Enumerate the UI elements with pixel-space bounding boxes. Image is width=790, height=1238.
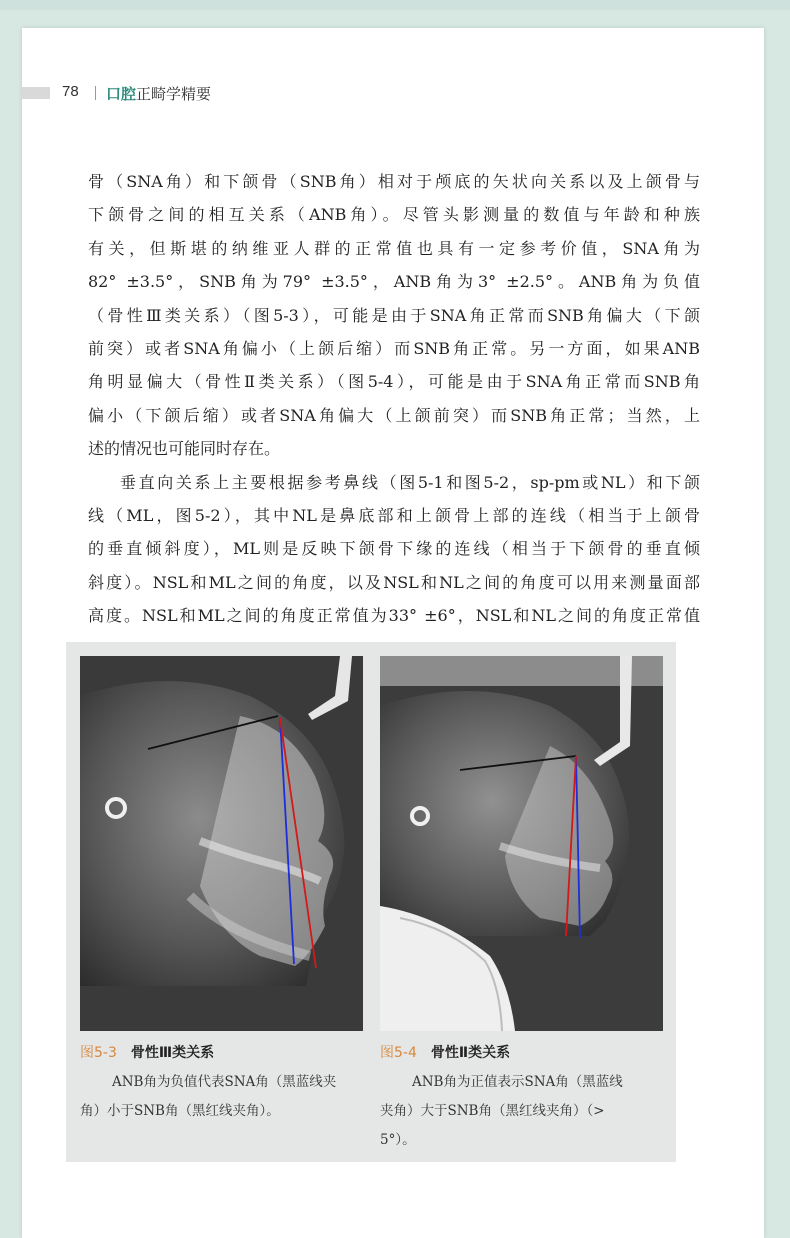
body-line: （骨性Ⅲ类关系）（图5-3），可能是由于SNA角正常而SNB角偏大（下颌: [88, 305, 700, 325]
caption-line: ANB角为正值表示SNA角（黑蓝线: [412, 1074, 623, 1090]
figure-caption-5-4: [380, 1068, 664, 1155]
xray-image-class-ii: [380, 656, 663, 1031]
figure-caption-5-3: [80, 1068, 364, 1126]
xray-image-class-iii: [80, 656, 363, 1031]
caption-line: 角）小于SNB角（黑红线夹角）。: [80, 1103, 280, 1119]
body-line: 82° ±3.5°，SNB角为79° ±3.5°，ANB角为3° ±2.5°。ANB角为负值: [88, 272, 700, 292]
book-title-highlight: 口腔: [106, 85, 137, 103]
body-line: 下颌骨之间的相互关系（ANB角）。尽管头影测量的数值与年龄和种族: [88, 205, 700, 225]
figure-number: 图5-4: [380, 1045, 417, 1061]
figure-title: 骨性Ⅱ类关系: [430, 1045, 511, 1061]
cephalogram-left: [80, 656, 363, 1031]
page-number: 78: [62, 83, 79, 100]
body-line: 斜度）。NSL和ML之间的角度，以及NSL和NL之间的角度可以用来测量面部: [88, 572, 700, 592]
cephalogram-right: [380, 656, 663, 1031]
body-line: 偏小（下颌后缩）或者SNA角偏大（上颌前突）而SNB角正常；当然，上: [88, 405, 700, 425]
body-line: 线（ML，图5-2），其中NL是鼻底部和上颌骨上部的连线（相当于上颌骨: [88, 506, 700, 526]
caption-line: 夹角）大于SNB角（黑红线夹角）（>: [380, 1103, 605, 1119]
figure-label-5-3: [80, 1042, 214, 1062]
book-title: [106, 83, 211, 104]
body-line: 垂直向关系上主要根据参考鼻线（图5-1和图5-2，sp-pm或NL）和下颌: [120, 472, 700, 492]
body-line: 述的情况也可能同时存在。: [88, 439, 281, 459]
figure-title: 骨性Ⅲ类关系: [130, 1045, 215, 1061]
figure-number: 图5-3: [80, 1045, 117, 1061]
body-line: 高度。NSL和ML之间的角度正常值为33° ±6°，NSL和NL之间的角度正常值: [88, 606, 700, 626]
figure-label-5-4: [380, 1042, 510, 1062]
body-line: 骨（SNA角）和下颌骨（SNB角）相对于颅底的矢状向关系以及上颌骨与: [88, 172, 700, 191]
body-line: 前突）或者SNA角偏小（上颌后缩）而SNB角正常。另一方面，如果ANB: [88, 339, 700, 359]
figure-panel: [66, 642, 676, 1162]
body-line: 角明显偏大（骨性Ⅱ类关系）（图5-4），可能是由于SNA角正常而SNB角: [88, 372, 700, 392]
header-separator: [95, 86, 96, 100]
caption-line: 5°）。: [380, 1132, 416, 1148]
body-line: 有关，但斯堪的纳维亚人群的正常值也具有一定参考价值，SNA角为: [88, 238, 700, 258]
body-text: [88, 165, 700, 633]
book-title-rest: 正畸学精要: [136, 85, 212, 103]
header-marker-bar: [22, 87, 50, 99]
caption-line: ANB角为负值代表SNA角（黑蓝线夹: [112, 1074, 337, 1090]
body-line: 的垂直倾斜度），ML则是反映下颌骨下缘的连线（相当于下颌骨的垂直倾: [88, 539, 700, 559]
top-background-strip: [0, 0, 790, 10]
